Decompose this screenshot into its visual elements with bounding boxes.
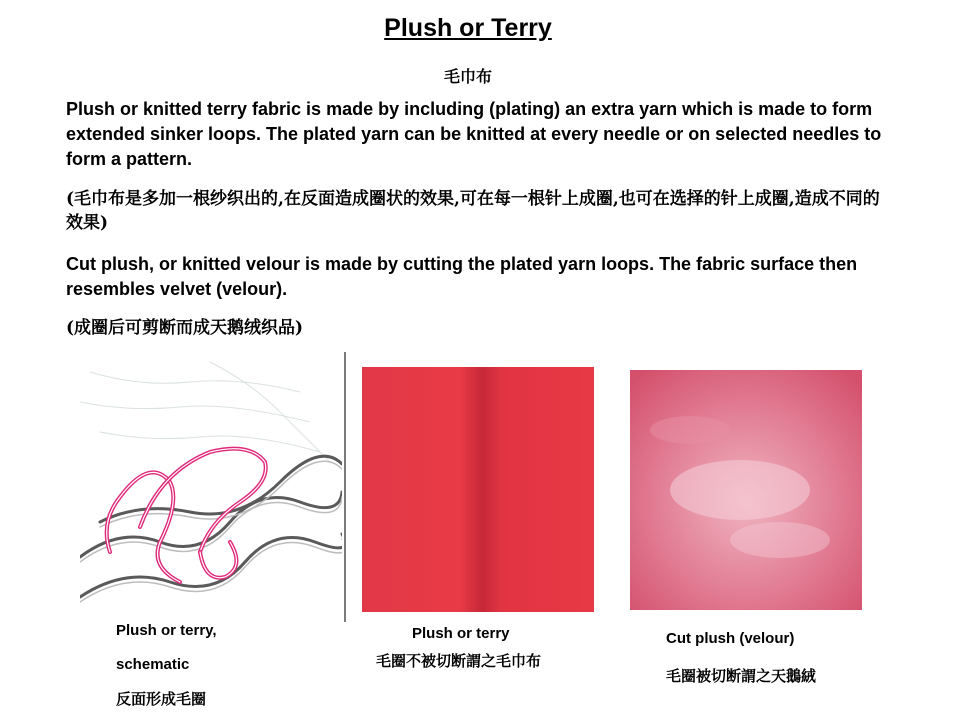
velour-caption-chinese: 毛圈被切断謂之天鵝絨 xyxy=(666,667,817,685)
plush-fabric-swatch-image xyxy=(362,367,594,612)
terry-schematic-image xyxy=(80,352,342,622)
paragraph-velour-description: Cut plush, or knitted velour is made by cutting the plated yarn loops. The fabric surface then resembles velvet (velour). xyxy=(66,254,858,299)
plush-caption-chinese: 毛圈不被切断謂之毛巾布 xyxy=(376,652,542,670)
paragraph-velour-description-chinese: (成圈后可剪断而成天鹅绒织品) xyxy=(66,318,304,338)
paragraph-plush-description-chinese: (毛巾布是多加一根纱织出的,在反面造成圈状的效果,可在每一根针上成圈,也可在选择的针上成圈,造成不同的效果) xyxy=(66,189,880,233)
velour-caption: Cut plush (velour) xyxy=(666,630,795,647)
plush-caption: Plush or terry xyxy=(412,625,510,642)
slide-subtitle-chinese: 毛巾布 xyxy=(443,67,492,86)
paragraph-plush-description: Plush or knitted terry fabric is made by including (plating) an extra yarn which is made to form extended sinker loops. The plated yarn can be knitted at every needle or on selected needles to form a pattern. xyxy=(66,99,882,169)
slide-title: Plush or Terry xyxy=(384,14,552,42)
velour-fabric-swatch-image xyxy=(630,370,862,610)
panel-divider xyxy=(344,352,346,622)
schematic-caption-chinese: 反面形成毛圈 xyxy=(116,690,207,708)
schematic-caption-line-2: schematic xyxy=(116,656,190,673)
schematic-caption-line-1: Plush or terry, xyxy=(116,622,217,639)
